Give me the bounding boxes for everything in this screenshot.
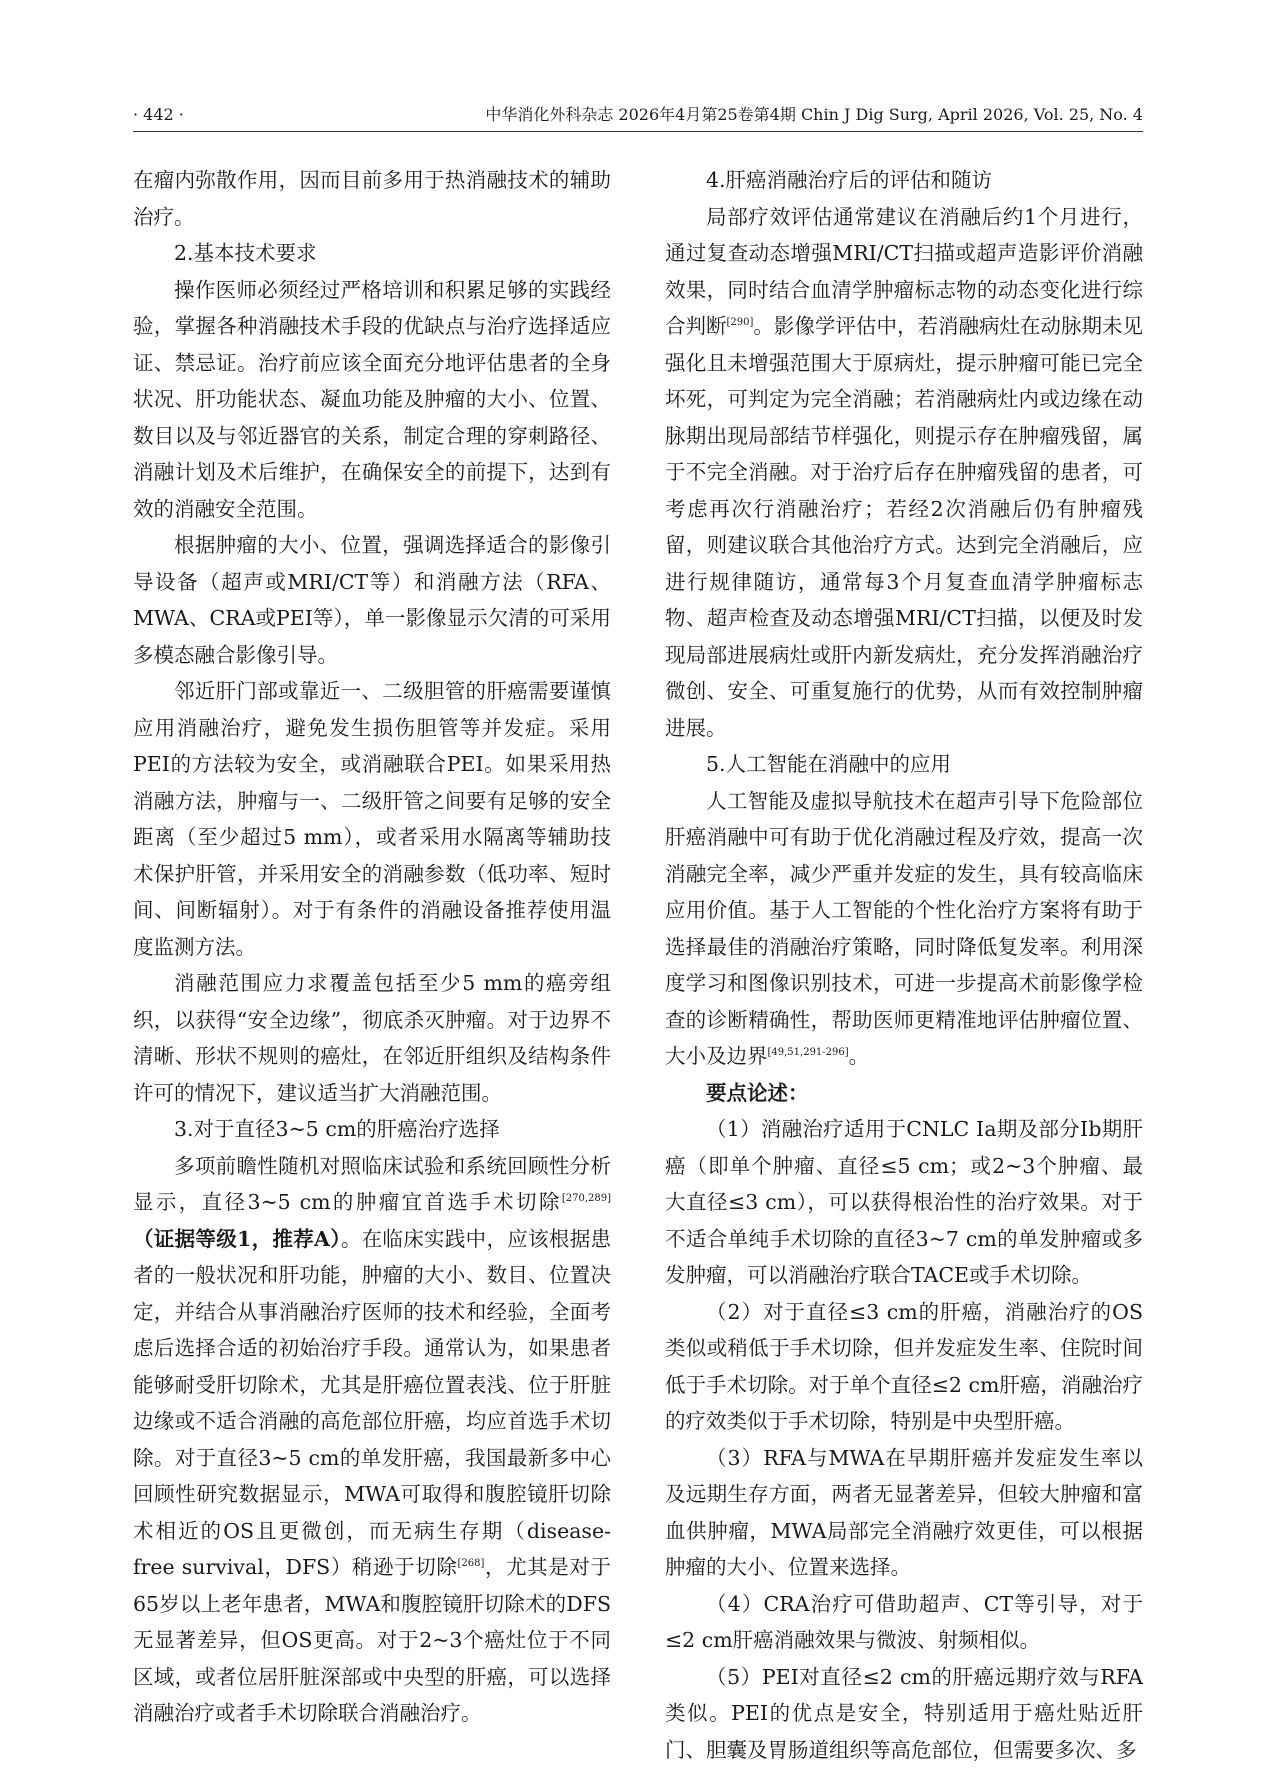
paragraph	[665, 783, 1143, 1075]
text-run: 人工智能及虚拟导航技术在超声引导下危险部位肝癌消融中可有助于优化消融过程及疗效，提高一次消融完全率，减少严重并发症的发生，具有较高临床应用价值。基于人工智能的个性化治疗方案将有助于选择最佳的消融治疗策略，同时降低复发率。利用深度学习和图像识别技术，可进一步提高术前影像学检查的诊断精确性，帮助医师更精准地评估肿瘤位置、大小及边界	[665, 789, 1143, 1069]
paragraph	[133, 1148, 611, 1732]
key-point: （5）PEI对直径≤2 cm的肝癌远期疗效与RFA类似。PEI的优点是安全，特别适用于癌灶贴近肝门、胆囊及胃肠道组织等高危部位，但需要多次、多	[665, 1659, 1143, 1768]
citation-ref: [270,289]	[562, 1193, 611, 1204]
section-heading-5: 5.人工智能在消融中的应用	[665, 746, 1143, 783]
paragraph-continued: 在瘤内弥散作用，因而目前多用于热消融技术的辅助治疗。	[133, 162, 611, 235]
key-point: （4）CRA治疗可借助超声、CT等引导，对于≤2 cm肝癌消融效果与微波、射频相似。	[665, 1586, 1143, 1659]
running-header	[133, 100, 1143, 130]
paragraph: 操作医师必须经过严格培训和积累足够的实践经验，掌握各种消融技术手段的优缺点与治疗选择适应证、禁忌证。治疗前应该全面充分地评估患者的全身状况、肝功能状态、凝血功能及肿瘤的大小、位置、数目以及与邻近器官的关系，制定合理的穿刺路径、消融计划及术后维护，在确保安全的前提下，达到有效的消融安全范围。	[133, 272, 611, 528]
key-point: （2）对于直径≤3 cm的肝癌，消融治疗的OS类似或稍低于手术切除，但并发症发生率、住院时间低于手术切除。对于单个直径≤2 cm肝癌，消融治疗的疗效类似于手术切除，特别是中央型肝癌。	[665, 1294, 1143, 1440]
header-rule	[133, 131, 1143, 132]
evidence-level: （证据等级1，推荐A）	[133, 1227, 341, 1251]
paragraph: 根据肿瘤的大小、位置，强调选择适合的影像引导设备（超声或MRI/CT等）和消融方法（RFA、MWA、CRA或PEI等），单一影像显示欠清的可采用多模态融合影像引导。	[133, 527, 611, 673]
text-run: 多项前瞻性随机对照临床试验和系统回顾性分析显示，直径3~5 cm的肿瘤宜首选手术切除	[133, 1154, 611, 1215]
section-heading-2: 2.基本技术要求	[133, 235, 611, 272]
text-run: ，尤其是对于65岁以上老年患者，MWA和腹腔镜肝切除术的DFS无显著差异，但OS更高。对于2~3个癌灶位于不同区域，或者位居肝脏深部或中央型的肝癌，可以选择消融治疗或者手术切除联合消融治疗。	[133, 1555, 611, 1725]
citation-ref: [268]	[457, 1558, 484, 1569]
paragraph: 消融范围应力求覆盖包括至少5 mm的癌旁组织，以获得“安全边缘”，彻底杀灭肿瘤。对于边界不清晰、形状不规则的癌灶，在邻近肝组织及结构条件许可的情况下，建议适当扩大消融范围。	[133, 965, 611, 1111]
key-points-title: 要点论述：	[665, 1075, 1143, 1112]
text-run: 。影像学评估中，若消融病灶在动脉期未见强化且未增强范围大于原病灶，提示肿瘤可能已完全坏死，可判定为完全消融；若消融病灶内或边缘在动脉期出现局部结节样强化，则提示存在肿瘤残留，属于不完全消融。对于治疗后存在肿瘤残留的患者，可考虑再次行消融治疗；若经2次消融后仍有肿瘤残留，则建议联合其他治疗方式。达到完全消融后，应进行规律随访，通常每3个月复查血清学肿瘤标志物、超声检查及动态增强MRI/CT扫描，以便及时发现局部进展病灶或肝内新发病灶，充分发挥消融治疗微创、安全、可重复施行的优势，从而有效控制肿瘤进展。	[665, 314, 1143, 740]
text-run: 。在临床实践中，应该根据患者的一般状况和肝功能，肿瘤的大小、数目、位置决定，并结合从事消融治疗医师的技术和经验，全面考虑后选择合适的初始治疗手段。通常认为，如果患者能够耐受肝切除术，尤其是肝癌位置表浅、位于肝脏边缘或不适合消融的高危部位肝癌，均应首选手术切除。对于直径3~5 cm的单发肝癌，我国最新多中心回顾性研究数据显示，MWA可取得和腹腔镜肝切除术相近的OS且更微创，而无病生存期（disease-free survival，DFS）稍逊于切除	[133, 1227, 611, 1580]
section-heading-3: 3.对于直径3~5 cm的肝癌治疗选择	[133, 1111, 611, 1148]
text-run: 。	[849, 1044, 870, 1068]
left-column	[133, 162, 611, 1732]
citation-ref: [290]	[727, 317, 754, 328]
paragraph: 邻近肝门部或靠近一、二级胆管的肝癌需要谨慎应用消融治疗，避免发生损伤胆管等并发症。采用PEI的方法较为安全，或消融联合PEI。如果采用热消融方法，肿瘤与一、二级肝管之间要有足够的安全距离（至少超过5 mm），或者采用水隔离等辅助技术保护肝管，并采用安全的消融参数（低功率、短时间、间断辐射）。对于有条件的消融设备推荐使用温度监测方法。	[133, 673, 611, 965]
key-point: （3）RFA与MWA在早期肝癌并发症发生率以及远期生存方面，两者无显著差异，但较大肿瘤和富血供肿瘤，MWA局部完全消融疗效更佳，可以根据肿瘤的大小、位置来选择。	[665, 1440, 1143, 1586]
text-run: 局部疗效评估通常建议在消融后约1个月进行，通过复查动态增强MRI/CT扫描或超声造影评价消融效果，同时结合血清学肿瘤标志物的动态变化进行综合判断	[665, 205, 1143, 339]
citation-ref: [49,51,291-296]	[768, 1047, 849, 1058]
right-column	[665, 162, 1143, 1768]
journal-citation: 中华消化外科杂志 2026年4月第25卷第4期 Chin J Dig Surg, April 2026, Vol. 25, No. 4	[485, 100, 1143, 130]
paragraph	[665, 199, 1143, 747]
key-point: （1）消融治疗适用于CNLC Ⅰa期及部分Ⅰb期肝癌（即单个肿瘤、直径≤5 cm；或2~3个肿瘤、最大直径≤3 cm），可以获得根治性的治疗效果。对于不适合单纯手术切除的直径3~7 cm的单发肿瘤或多发肿瘤，可以消融治疗联合TACE或手术切除。	[665, 1111, 1143, 1294]
section-heading-4: 4.肝癌消融治疗后的评估和随访	[665, 162, 1143, 199]
page-number: · 442 ·	[133, 100, 184, 130]
